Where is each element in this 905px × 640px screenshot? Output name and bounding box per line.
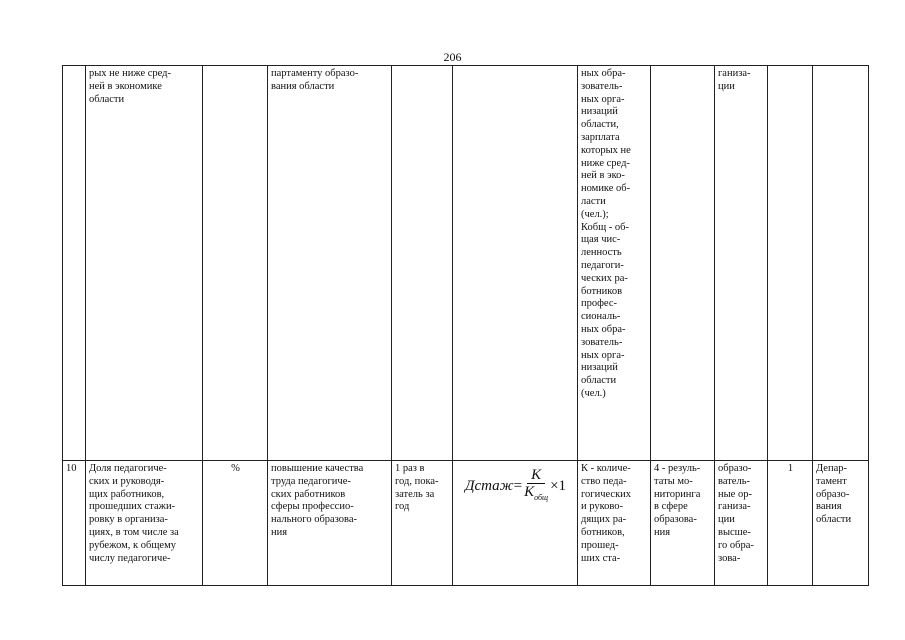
- formula-equals: =: [513, 478, 523, 495]
- cell-periodicity: [392, 66, 453, 461]
- cell-data-source: [651, 66, 715, 461]
- table-row: [63, 461, 869, 586]
- cell-formula: [453, 66, 578, 461]
- cell-number: [63, 66, 86, 461]
- cell-formula: [453, 461, 578, 586]
- indicator-table: [62, 65, 869, 586]
- cell-responsible: Депар- тамент образо- вания области: [813, 461, 869, 586]
- table-row: [63, 66, 869, 461]
- cell-indicator-description: ных обра- зователь- ных орга- низаций области, зарплата которых не ниже сред- ней в эко- номике об- ласти (чел.); Кобщ - об- щая чис- ленность педагоги- ческих ра- ботников профес- сиональ- ных обра- зователь- ных орга- низаций области (чел.): [578, 66, 651, 461]
- cell-number: 10: [63, 461, 86, 586]
- cell-unit: %: [203, 461, 268, 586]
- formula-fraction: [524, 467, 548, 506]
- cell-indicator-name: рых не ниже сред- ней в экономике области: [86, 66, 203, 461]
- cell-method: 1: [768, 461, 813, 586]
- formula-denominator: $K_{общ}$: [524, 484, 549, 502]
- cell-population: ганиза- ции: [715, 66, 768, 461]
- cell-indicator-description: К - количе- ство педа- гогических и руково- дящих ра- ботников, прошед- ших ста-: [578, 461, 651, 586]
- cell-responsible: [813, 66, 869, 461]
- cell-unit: [203, 66, 268, 461]
- formula: [456, 467, 575, 506]
- cell-population: образо- ватель- ные ор- ганиза- ции высше- го обра- зова-: [715, 461, 768, 586]
- cell-data-source: 4 - резуль- таты мо- ниторинга в сфере образова- ния: [651, 461, 715, 586]
- cell-periodicity: 1 раз в год, пока- затель за год: [392, 461, 453, 586]
- cell-method: [768, 66, 813, 461]
- page-number: 206: [443, 50, 462, 64]
- formula-multiplier: ×1: [550, 478, 567, 495]
- cell-purpose: повышение качества труда педагогиче- ских работников сферы профессио- нального образова- ния: [268, 461, 392, 586]
- cell-purpose: партаменту образо- вания области: [268, 66, 392, 461]
- cell-indicator-name: Доля педагогиче- ских и руководя- щих работников, прошедших стажи- ровку в организа- циях, в том числе за рубежом, к общему числу педагогиче-: [86, 461, 203, 586]
- formula-numerator: K: [527, 467, 545, 484]
- formula-lhs: Дстаж: [464, 478, 514, 495]
